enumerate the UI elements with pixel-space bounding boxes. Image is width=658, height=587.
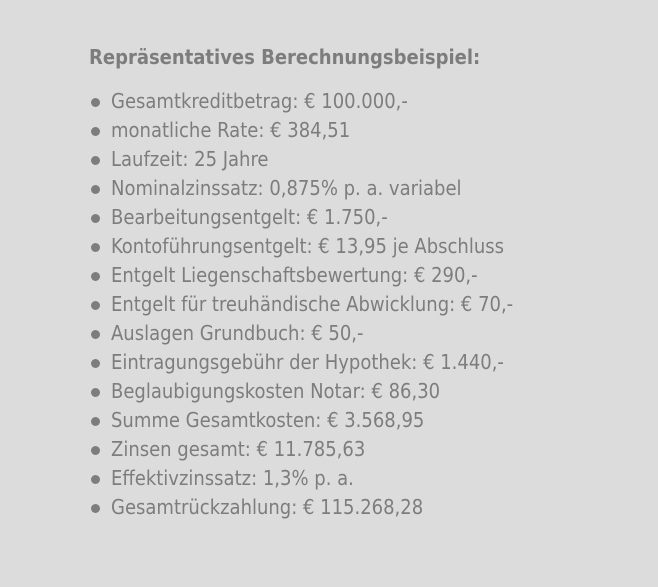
list-item (89, 232, 513, 261)
list-item-text: Bearbeitungsentgelt: € 1.750,- (111, 205, 388, 229)
list-item-text: Effektivzinssatz: 1,3% p. a. (111, 466, 354, 490)
list-item-text: Summe Gesamtkosten: € 3.568,95 (111, 408, 425, 432)
list-item (89, 435, 513, 464)
list-item-text: Gesamtrückzahlung: € 115.268,28 (111, 495, 424, 519)
section-heading: Repräsentatives Berechnungsbeispiel: (89, 45, 481, 69)
list-item (89, 493, 513, 522)
list-item-text: Zinsen gesamt: € 11.785,63 (111, 437, 366, 461)
bullet-icon (91, 359, 100, 368)
list-item (89, 261, 513, 290)
list-item (89, 290, 513, 319)
bullet-icon (91, 214, 100, 223)
list-item (89, 203, 513, 232)
list-item-text: Entgelt Liegenschaftsbewertung: € 290,- (111, 263, 478, 287)
list-item-text: Auslagen Grundbuch: € 50,- (111, 321, 364, 345)
bullet-icon (91, 301, 100, 310)
calculation-list (89, 87, 513, 522)
bullet-icon (91, 330, 100, 339)
bullet-icon (91, 475, 100, 484)
list-item-text: monatliche Rate: € 384,51 (111, 118, 351, 142)
bullet-icon (91, 98, 100, 107)
list-item (89, 87, 513, 116)
list-item (89, 377, 513, 406)
list-item-text: Gesamtkreditbetrag: € 100.000,- (111, 89, 408, 113)
bullet-icon (91, 446, 100, 455)
list-item-text: Beglaubigungskosten Notar: € 86,30 (111, 379, 441, 403)
bullet-icon (91, 185, 100, 194)
bullet-icon (91, 272, 100, 281)
bullet-icon (91, 243, 100, 252)
bullet-icon (91, 127, 100, 136)
list-item-text: Kontoführungsentgelt: € 13,95 je Abschluss (111, 234, 504, 258)
bullet-icon (91, 156, 100, 165)
list-item (89, 319, 513, 348)
list-item-text: Entgelt für treuhändische Abwicklung: € 70,- (111, 292, 514, 316)
list-item (89, 145, 513, 174)
bullet-icon (91, 504, 100, 513)
list-item (89, 174, 513, 203)
list-item (89, 406, 513, 435)
bullet-icon (91, 388, 100, 397)
bullet-icon (91, 417, 100, 426)
list-item-text: Laufzeit: 25 Jahre (111, 147, 269, 171)
list-item (89, 348, 513, 377)
list-item-text: Eintragungsgebühr der Hypothek: € 1.440,- (111, 350, 504, 374)
list-item (89, 464, 513, 493)
list-item (89, 116, 513, 145)
list-item-text: Nominalzinssatz: 0,875% p. a. variabel (111, 176, 462, 200)
